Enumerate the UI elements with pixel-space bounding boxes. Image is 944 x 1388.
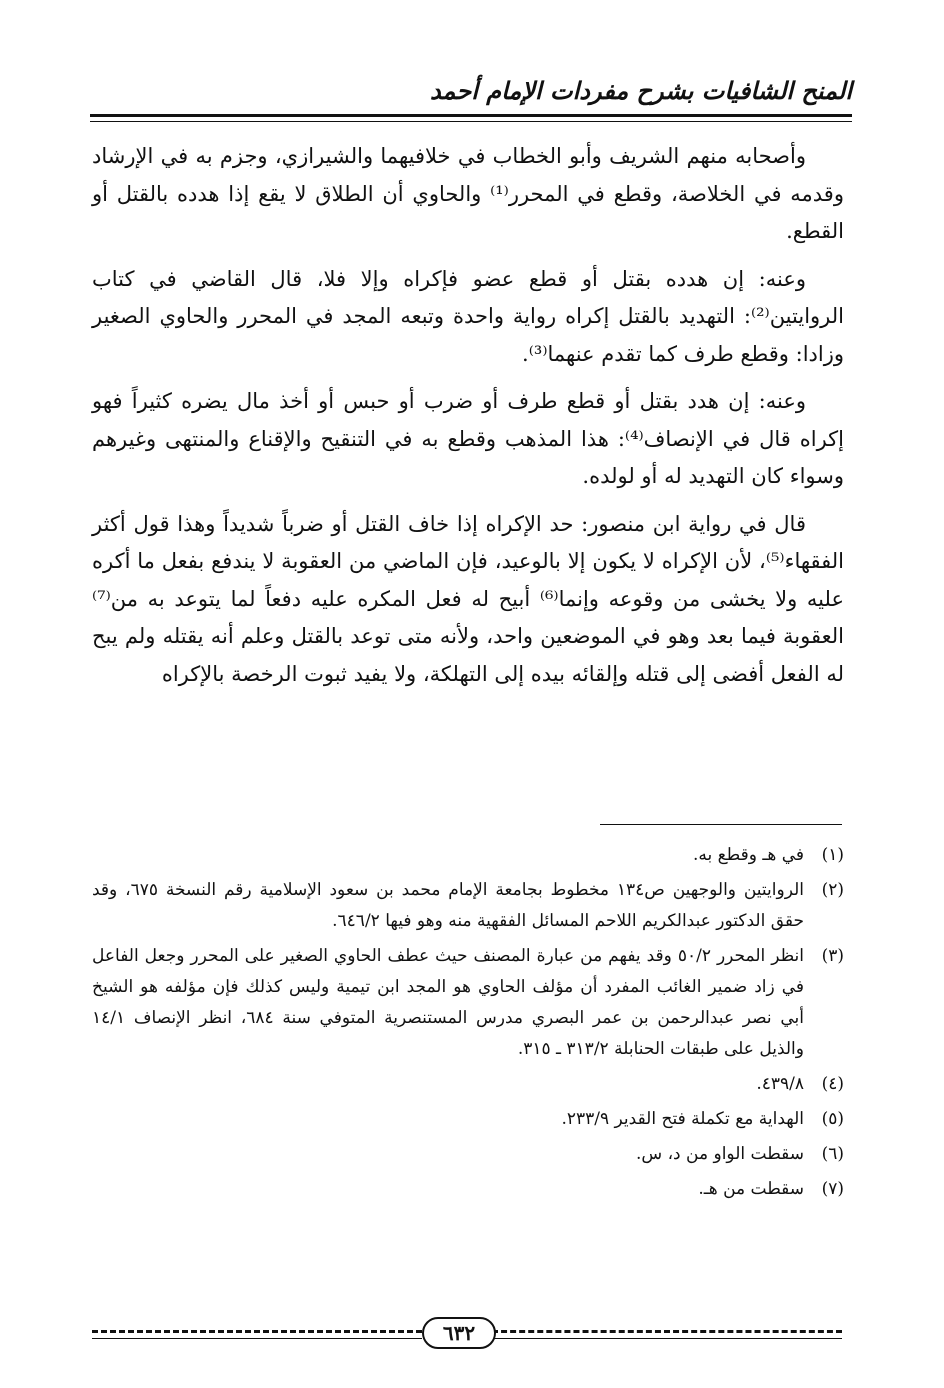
header-rule-thick (90, 114, 852, 117)
footnote-separator (600, 824, 842, 825)
footnote-number: (٦) (821, 1144, 844, 1164)
footnote-text: الروايتين والوجهين ص١٣٤ مخطوط بجامعة الإمام محمد بن سعود الإسلامية رقم النسخة ٦٧٥، وقد حقق الدكتور عبدالكريم اللاحم المسائل الفقهية منه وهو فيها ٦٤٦/٢. (92, 880, 804, 931)
footnote (92, 1069, 844, 1100)
footer-rule (492, 1338, 842, 1339)
footnote (92, 941, 844, 1065)
footnote (92, 1139, 844, 1170)
running-header: المنح الشافيات بشرح مفردات الإمام أحمد (429, 76, 852, 105)
footnote-number: (٧) (821, 1179, 844, 1199)
footnote-text: في هـ وقطع به. (692, 845, 804, 865)
footnote-text: الهداية مع تكملة فتح القدير ٢٣٣/٩. (561, 1109, 804, 1129)
main-text (92, 138, 844, 703)
footer-dashed-line (92, 1330, 422, 1333)
footnote-text: سقطت من هـ. (698, 1179, 804, 1199)
footnote-number: (١) (821, 845, 844, 865)
footnote-number: (٤) (821, 1074, 844, 1094)
footnote (92, 875, 844, 937)
footnote-number: (٥) (821, 1109, 844, 1129)
footnote-text: ٤٣٩/٨. (756, 1074, 804, 1094)
footnote (92, 840, 844, 871)
paragraph: وأصحابه منهم الشريف وأبو الخطاب في خلافيهما والشيرازي، وجزم به في الإرشاد وقدمه في الخلاصة، وقطع في المحرر⁽¹⁾ والحاوي أن الطلاق لا يقع إذا هدده بالقتل أو القطع. (92, 144, 844, 243)
footnote-number: (٣) (821, 946, 844, 966)
header-rule-thin (90, 121, 852, 122)
footnotes (92, 840, 844, 1209)
footer-dashed-line (492, 1330, 842, 1333)
footnote (92, 1104, 844, 1135)
footnote-text: سقطت الواو من د، س. (636, 1144, 804, 1164)
paragraph: قال في رواية ابن منصور: حد الإكراه إذا خاف القتل أو ضرباً شديداً وهذا قول أكثر الفقهاء⁽⁵⁾، لأن الإكراه لا يكون إلا بالوعيد، فإن الماضي من العقوبة لا يندفع بفعل ما أكره عليه ولا يخشى من وقوعه وإنما⁽⁶⁾ أبيح له فعل المكره عليه دفعاً لما يتوعد به من⁽⁷⁾ العقوبة فيما بعد وهو في الموضعين واحد، ولأنه متى توعد بالقتل وعلم أنه يقتله ولم يبح له الفعل أفضى إلى قتله وإلقائه بيده إلى التهلكة، ولا يفيد ثبوت الرخصة بالإكراه (92, 511, 845, 686)
footnote (92, 1174, 844, 1205)
footnote-number: (٢) (821, 880, 844, 900)
paragraph: وعنه: إن هدد بقتل أو قطع طرف أو ضرب أو حبس أو أخذ مال يضره كثيراً فهو إكراه قال في الإنصاف⁽⁴⁾: هذا المذهب وقطع به في التنقيح والإقناع والمنتهى وغيرهم وسواء كان التهديد له أو لولده. (92, 389, 844, 488)
footnote-text: انظر المحرر ٥٠/٢ وقد يفهم من عبارة المصنف حيث عطف الحاوي الصغير على المحرر وجعل الفاعل في زاد ضمير الغائب المفرد أن مؤلف الحاوي هو المجد ابن تيمية وليس كذلك فإن مؤلفه هو الشيخ أبي نصر عبدالرحمن بن عمر البصري مدرس المستنصرية المتوفي سنة ٦٨٤، انظر الإنصاف ١٤/١ والذيل على طبقات الحنابلة ٣١٣/٢ ـ ٣١٥. (92, 946, 804, 1059)
paragraph: وعنه: إن هدده بقتل أو قطع عضو فإكراه وإلا فلا، قال القاضي في كتاب الروايتين⁽²⁾: التهديد بالقتل إكراه رواية واحدة وتبعه المجد في المحرر والحاوي الصغير وزادا: وقطع طرف كما تقدم عنهما⁽³⁾. (92, 266, 844, 366)
footer-rule (92, 1338, 422, 1339)
page-number: ٦٣٢ (422, 1317, 496, 1349)
